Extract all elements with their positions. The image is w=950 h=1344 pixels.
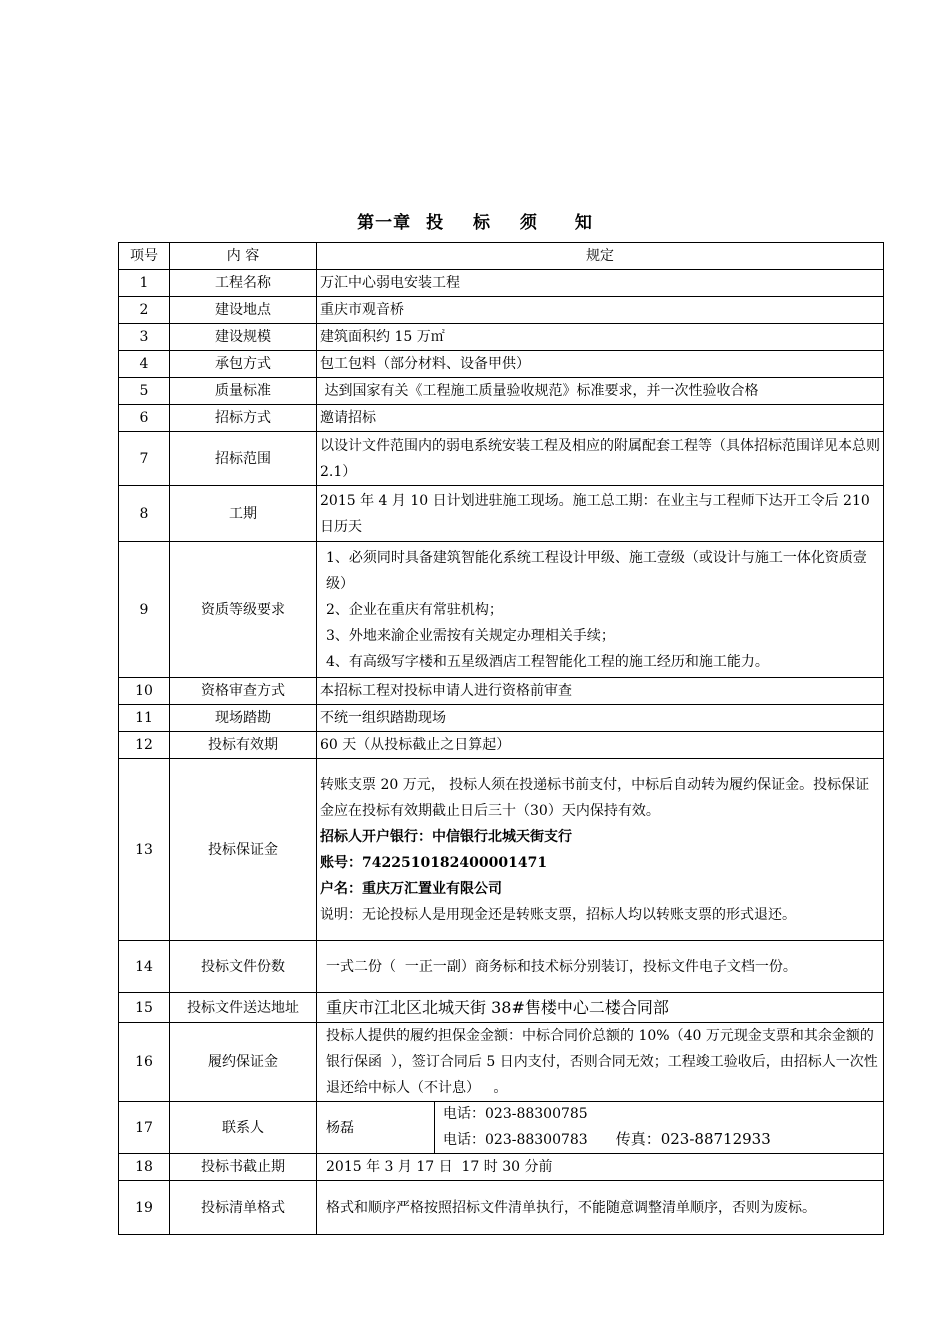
row-rule: [317, 542, 884, 678]
table-row: [119, 542, 884, 678]
table-row: [119, 405, 884, 432]
row-number: 6: [119, 405, 170, 432]
contact-cell: [317, 1102, 883, 1153]
row-item: 投标有效期: [170, 732, 317, 759]
row-item: 投标书截止期: [170, 1154, 317, 1181]
row-item: 工程名称: [170, 270, 317, 297]
qualification-line: 1、必须同时具备建筑智能化系统工程设计甲级、施工壹级（或设计与施工一体化资质壹级）: [326, 549, 867, 592]
table-row: [119, 297, 884, 324]
row-rule: 2015 年 3 月 17 日 17 时 30 分前: [317, 1154, 884, 1181]
title-chapter: 第一章: [357, 213, 412, 233]
table-row: [119, 270, 884, 297]
row-item: 投标文件送达地址: [170, 993, 317, 1023]
bank-name: 招标人开户银行：中信银行北城天街支行: [320, 828, 572, 845]
row-number: 3: [119, 324, 170, 351]
qualification-line: 2、企业在重庆有常驻机构；: [326, 601, 503, 618]
row-item: 承包方式: [170, 351, 317, 378]
table-row: [119, 378, 884, 405]
row-item: 质量标准: [170, 378, 317, 405]
row-item: 建设规模: [170, 324, 317, 351]
bidding-instructions-table: [118, 242, 884, 1235]
title-char-1: 投: [426, 213, 445, 233]
header-content: 内 容: [170, 243, 317, 270]
row-number: 18: [119, 1154, 170, 1181]
table-row: [119, 1181, 884, 1235]
table-row: [119, 732, 884, 759]
qualification-line: 3、外地来渝企业需按有关规定办理相关手续；: [326, 627, 615, 644]
table-row: [119, 993, 884, 1023]
title-char-2: 标: [473, 213, 491, 233]
fax-number: 传真：023-88712933: [615, 1130, 771, 1148]
table-row: [119, 486, 884, 542]
row-number: 4: [119, 351, 170, 378]
table-row: [119, 705, 884, 732]
header-rule: 规定: [317, 243, 884, 270]
row-number: 11: [119, 705, 170, 732]
row-rule: 重庆市江北区北城天街 38#售楼中心二楼合同部: [317, 993, 884, 1023]
page-title: [0, 208, 950, 233]
row-rule: [317, 1102, 884, 1154]
phone-2: 电话：023-88300783: [443, 1132, 588, 1148]
row-number: 14: [119, 941, 170, 993]
row-rule: 不统一组织踏勘现场: [317, 705, 884, 732]
row-rule: 邀请招标: [317, 405, 884, 432]
row-item: 建设地点: [170, 297, 317, 324]
table-header-row: [119, 243, 884, 270]
row-number: 9: [119, 542, 170, 678]
row-number: 19: [119, 1181, 170, 1235]
account-number: 账号：7422510182400001471: [320, 854, 548, 871]
row-item: 现场踏勘: [170, 705, 317, 732]
row-number: 2: [119, 297, 170, 324]
row-number: 8: [119, 486, 170, 542]
phone-1: 电话：023-88300785: [443, 1106, 588, 1122]
row-number: 1: [119, 270, 170, 297]
table-row: [119, 759, 884, 941]
contact-name: 杨磊: [317, 1102, 435, 1153]
row-rule: 格式和顺序严格按照招标文件清单执行，不能随意调整清单顺序，否则为废标。: [317, 1181, 884, 1235]
row-item: 投标文件份数: [170, 941, 317, 993]
row-rule: 万汇中心弱电安装工程: [317, 270, 884, 297]
row-item: 资格审查方式: [170, 678, 317, 705]
row-rule: 重庆市观音桥: [317, 297, 884, 324]
row-rule: 建筑面积约 15 万㎡: [317, 324, 884, 351]
row-rule: 以设计文件范围内的弱电系统安装工程及相应的附属配套工程等（具体招标范围详见本总则 2.1）: [317, 432, 884, 486]
table-row: [119, 678, 884, 705]
row-number: 15: [119, 993, 170, 1023]
header-item-no: 项号: [119, 243, 170, 270]
title-char-4: 知: [574, 213, 593, 233]
row-item: 投标保证金: [170, 759, 317, 941]
table-row: [119, 324, 884, 351]
title-char-3: 须: [519, 213, 538, 233]
row-number: 16: [119, 1023, 170, 1102]
row-item: 履约保证金: [170, 1023, 317, 1102]
row-number: 13: [119, 759, 170, 941]
table-row: [119, 1154, 884, 1181]
row-item: 工期: [170, 486, 317, 542]
deposit-description: 转账支票 20 万元， 投标人须在投递标书前支付，中标后自动转为履约保证金。投标保证金应在投标有效期截止日后三十（30）天内保持有效。: [320, 776, 870, 819]
row-rule: [317, 759, 884, 941]
table-row: [119, 1023, 884, 1102]
row-item: 招标范围: [170, 432, 317, 486]
row-rule: 达到国家有关《工程施工质量验收规范》标准要求，并一次性验收合格: [317, 378, 884, 405]
account-holder: 户名：重庆万汇置业有限公司: [320, 880, 502, 897]
table-row: [119, 432, 884, 486]
row-item: 招标方式: [170, 405, 317, 432]
table-row: [119, 941, 884, 993]
row-rule: 一式二份（ 一正一副）商务标和技术标分别装订，投标文件电子文档一份。: [317, 941, 884, 993]
qualification-line: 4、有高级写字楼和五星级酒店工程智能化工程的施工经历和施工能力。: [326, 653, 769, 670]
row-rule: 60 天（从投标截止之日算起）: [317, 732, 884, 759]
table-row: [119, 1102, 884, 1154]
deposit-note: 说明：无论投标人是用现金还是转账支票，招标人均以转账支票的形式退还。: [320, 906, 796, 923]
contact-phones: [435, 1102, 883, 1153]
row-number: 12: [119, 732, 170, 759]
row-rule: 2015 年 4 月 10 日计划进驻施工现场。施工总工期：在业主与工程师下达开工令后 210 日历天: [317, 486, 884, 542]
row-number: 17: [119, 1102, 170, 1154]
row-item: 投标清单格式: [170, 1181, 317, 1235]
row-rule: 包工包料（部分材料、设备甲供）: [317, 351, 884, 378]
row-rule: 本招标工程对投标申请人进行资格前审查: [317, 678, 884, 705]
row-item: 联系人: [170, 1102, 317, 1154]
row-number: 5: [119, 378, 170, 405]
row-item: 资质等级要求: [170, 542, 317, 678]
row-number: 10: [119, 678, 170, 705]
table-row: [119, 351, 884, 378]
row-number: 7: [119, 432, 170, 486]
row-rule: 投标人提供的履约担保金金额：中标合同价总额的 10%（40 万元现金支票和其余金额的银行保函 ），签订合同后 5 日内支付，否则合同无效；工程竣工验收后，由招标人一次性退还给中标人（不计息） 。: [317, 1023, 884, 1102]
